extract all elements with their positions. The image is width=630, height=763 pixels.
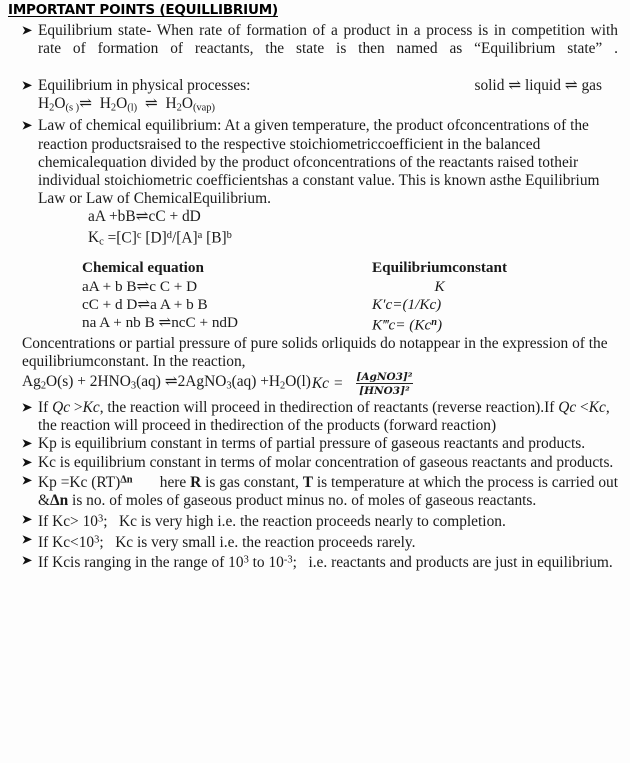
list-item-text: Law of chemical equilibrium: At a given temperature, the product ofconcentrations of the reaction productsraised to the respective stoichiometriccoefficient in the balanced chemicalequation divided by the product ofconcentrations of the reactants raised totheir individual stoichiometric coefficientshas a constant value. This is known asthe Equilibrium Law or Law of ChemicalEquilibrium.	[38, 117, 600, 208]
list-item	[0, 435, 630, 453]
equilibrium-arrow-icon: ⇌	[135, 208, 149, 226]
arrow-bullet-icon	[21, 533, 34, 546]
exponent-minus-3: -3	[283, 554, 293, 566]
delta-n-symbol: Δn	[49, 492, 69, 510]
list-item	[0, 22, 630, 77]
fraction-denominator: [HNO3]²	[356, 383, 413, 397]
formula-reactants: aA +bB	[88, 208, 136, 226]
exponent-3: 3	[243, 554, 249, 566]
qc-symbol: Qc	[558, 398, 577, 416]
kc-equals: =[C]	[103, 228, 137, 246]
kc-term-D: [D]	[141, 228, 167, 246]
physical-processes-label: Equilibrium in physical processes:	[38, 76, 251, 94]
delta-n-exponent: Δn	[120, 474, 133, 486]
kc-symbol: Kc	[588, 398, 606, 416]
cell-constant: K‴c= $(Kc^n)$	[372, 316, 443, 334]
list-item	[0, 77, 630, 95]
list-item	[0, 399, 630, 435]
exp-a: a	[197, 229, 203, 241]
ag2o-reaction-line	[0, 371, 630, 397]
equilibrium-arrow-icon: ⇌	[79, 94, 93, 112]
kc-term-A: /[A]	[171, 228, 198, 246]
table-row	[82, 278, 507, 296]
cell-equation: aA + b B⇌c C + D	[82, 277, 198, 295]
column-header-equilibrium-constant: Equilibriumconstant	[372, 259, 508, 277]
table-row	[82, 314, 507, 335]
arrow-bullet-icon	[21, 79, 34, 92]
kc-term-B: [B]	[202, 228, 227, 246]
temperature-symbol: T	[302, 474, 313, 492]
exponent-3: 3	[94, 534, 100, 546]
list-item	[0, 117, 630, 208]
paragraph-text: Concentrations or partial pressure of pure solids orliquids do notappear in the expression of the equilibriumconstant. In the reaction,	[22, 334, 608, 370]
arrow-bullet-icon	[21, 474, 34, 487]
paragraph-concentrations	[0, 335, 630, 371]
cell-constant: K	[434, 277, 445, 295]
cell-equation: cC + d D⇌a A + b B	[82, 295, 208, 313]
fraction-numerator: [AgNO3]²	[356, 370, 413, 383]
arrow-bullet-icon	[21, 401, 34, 414]
list-item	[0, 552, 630, 573]
h2o-liquid: $H_2O_{(l)}$	[99, 94, 138, 114]
list-item	[0, 511, 630, 532]
phase-equilibrium-text: solid ⇌ liquid ⇌ gas	[474, 76, 602, 94]
page-title: IMPORTANT POINTS (EQUILLIBRIUM)	[8, 2, 278, 18]
formula-products: cC + dD	[148, 208, 201, 226]
arrow-bullet-icon	[21, 24, 34, 37]
table-row	[82, 296, 507, 314]
list-item-text: Kp is equilibrium constant in terms of partial pressure of gaseous reactants and products.	[38, 435, 586, 453]
kc-fraction	[353, 371, 415, 397]
kp-kc-rt-formula: Kp =Kc (RT)	[38, 474, 121, 492]
list-item-text: Equilibrium state- When rate of formation of a product in a process is in competition with rate of formation of reactants, the state is then named as “Equilibrium state” .	[38, 22, 618, 58]
arrow-bullet-icon	[21, 456, 34, 469]
list-item	[0, 454, 630, 472]
exp-d: d	[166, 229, 172, 241]
table-header-row	[82, 259, 507, 277]
arrow-bullet-icon	[21, 437, 34, 450]
list-item-text: If Qc >Kc, the reaction will proceed in thedirection of reactants (reverse reaction).If Qc <Kc, the reaction will proceed in thedirection of the products (forward reaction)	[38, 398, 610, 435]
qc-symbol: Qc	[52, 398, 71, 416]
list-item-text: Kp =Kc (RT)$^{\Delta n}$ here R is gas constant, T is temperature at which the process is carried out &Δn is no. of moles of gaseous product minus no. of moles of gaseous reactants.	[38, 474, 618, 510]
exponent-3: 3	[97, 513, 104, 525]
kc-symbol: $K_c$	[88, 228, 104, 248]
equilibrium-arrow-icon: ⇌	[164, 372, 178, 390]
list-item-text: Kc is equilibrium constant in terms of molar concentration of gaseous reactants and products.	[38, 453, 614, 471]
cell-equation: na A + nb B ⇌ncC + ndD	[82, 314, 238, 332]
arrow-bullet-icon	[21, 554, 34, 567]
list-item	[0, 472, 630, 511]
list-item-text: If $Kc<10^3$; Kc is very small i.e. the reaction proceeds rarely.	[38, 533, 416, 551]
formula-kc-expression	[0, 227, 630, 252]
bullet-list	[0, 22, 630, 572]
list-item	[0, 531, 630, 552]
cell-constant: K′c=(1/Kc)	[372, 295, 442, 313]
formula-reaction-generic	[0, 208, 630, 226]
equilibrium-constant-table	[0, 259, 630, 334]
arrow-bullet-icon	[21, 513, 34, 526]
gas-constant-symbol: R	[190, 474, 202, 492]
h2o-solid: $H_2O_{(s )}$	[38, 94, 80, 114]
water-equilibrium-line	[0, 95, 630, 118]
equals-sign: =	[333, 374, 344, 392]
arrow-bullet-icon	[21, 119, 34, 132]
kc-symbol: Kc	[82, 398, 100, 416]
column-header-chemical-equation: Chemical equation	[82, 259, 204, 277]
equilibrium-arrow-icon: ⇌	[144, 94, 158, 112]
kc-italic-label: Kc	[311, 374, 329, 392]
list-item-text: If Kcis ranging in the range of $10^3$ to $10^{-3}$; i.e. reactants and products are just in equilibrium.	[38, 554, 613, 572]
exp-c: c	[136, 229, 142, 241]
cut-off-line	[38, 757, 598, 763]
ag2o-equation: $Ag_2O(s) + 2HNO_3(aq)$ ⇌2AgNO$_3$(aq) $+H_2O(l)$	[22, 372, 311, 392]
h2o-vapour: $H_2O_{(vap)}$	[165, 94, 216, 114]
list-item-text: If $Kc> 10^3$; Kc is very high i.e. the reaction proceeds nearly to completion.	[38, 512, 506, 530]
exp-b: b	[226, 229, 232, 241]
